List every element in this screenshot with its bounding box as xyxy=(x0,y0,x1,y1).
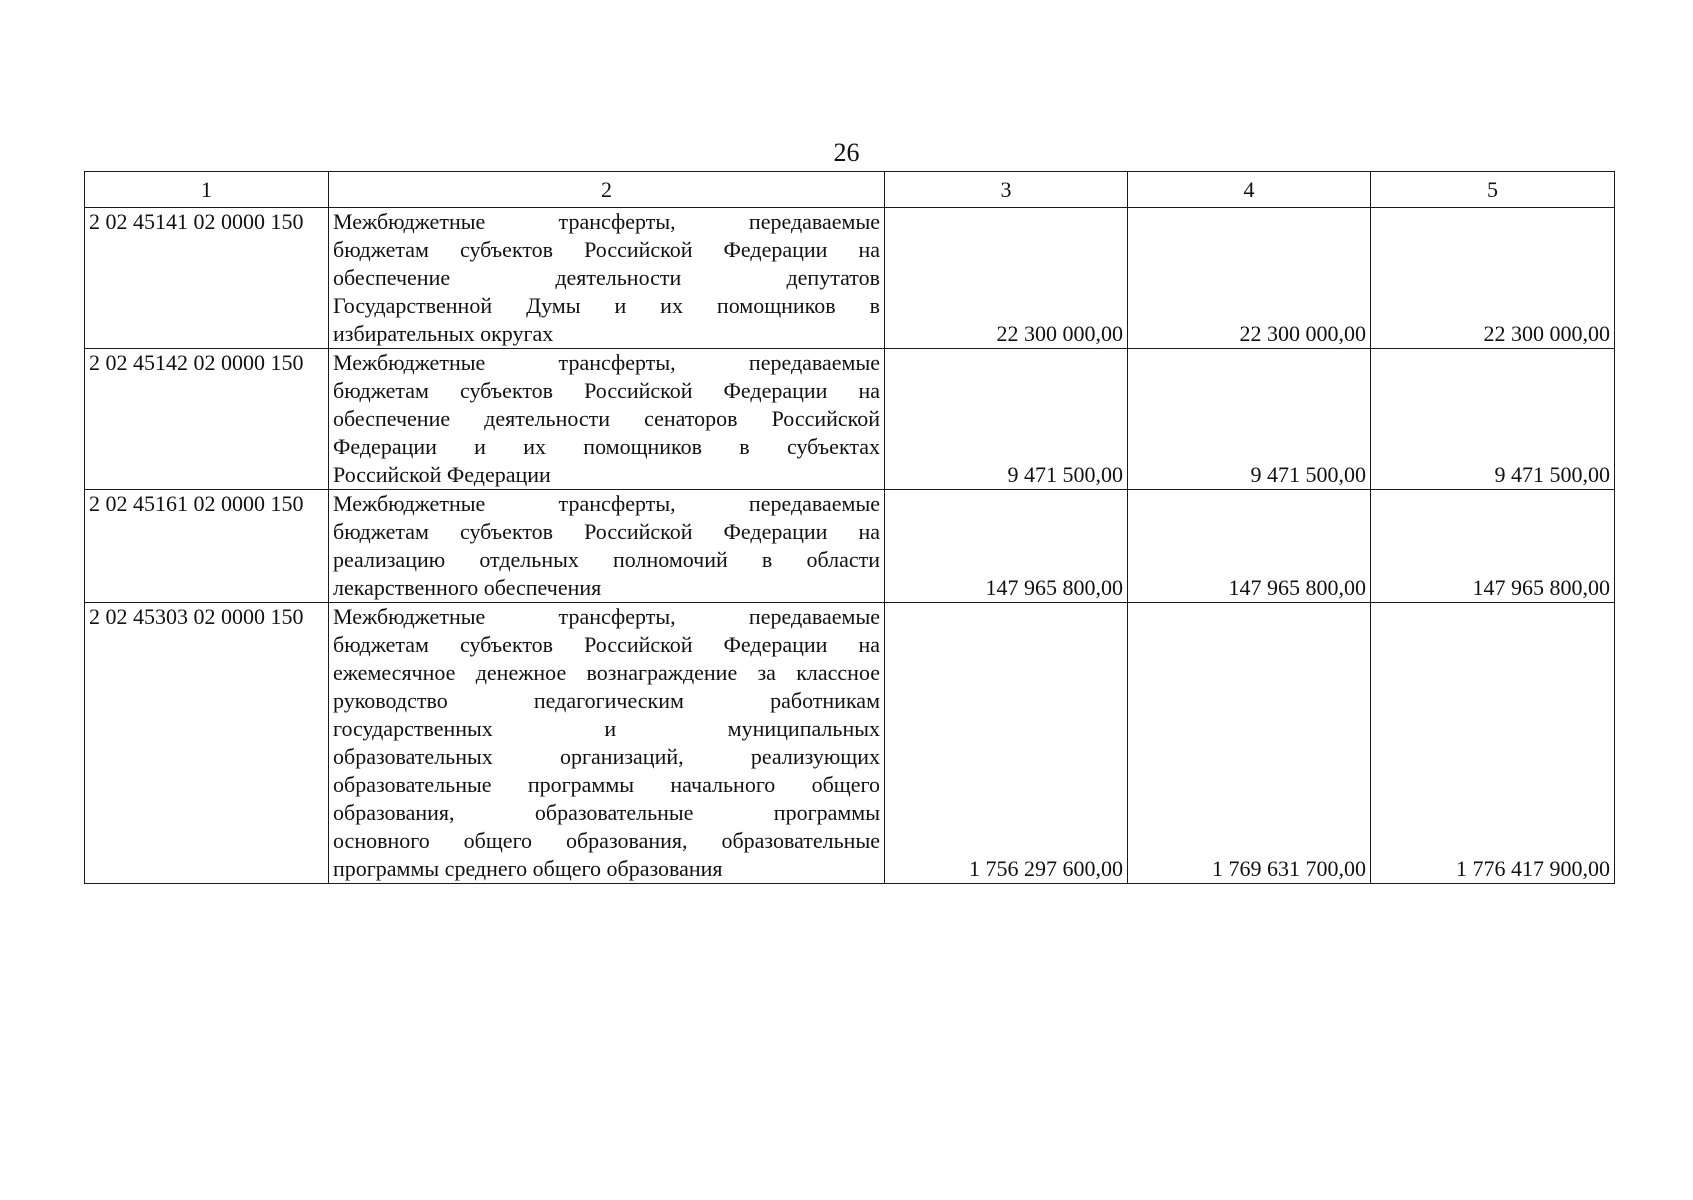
page-number: 26 xyxy=(833,138,860,167)
budget-code-cell: 2 02 45303 02 0000 150 xyxy=(85,603,329,884)
amount-col-3: 22 300 000,00 xyxy=(885,208,1128,349)
description-line: Федерации и их помощников в субъектах xyxy=(333,434,880,459)
table-header-row xyxy=(85,172,1615,208)
header-col-5: 5 xyxy=(1371,172,1615,208)
amount-col-4: 147 965 800,00 xyxy=(1128,490,1371,603)
amount-col-5: 9 471 500,00 xyxy=(1371,349,1615,490)
budget-code-cell: 2 02 45141 02 0000 150 xyxy=(85,208,329,349)
description-line: образования, образовательные программы xyxy=(333,800,880,825)
header-col-2: 2 xyxy=(329,172,885,208)
table-row xyxy=(85,208,1615,349)
description-line-last: избирательных округах xyxy=(333,321,554,346)
description-line: государственных и муниципальных xyxy=(333,716,880,741)
description-line: образовательные программы начального общего xyxy=(333,772,880,797)
description-line: реализацию отдельных полномочий в области xyxy=(333,547,880,572)
description-line: бюджетам субъектов Российской Федерации на xyxy=(333,632,880,657)
amount-col-4: 9 471 500,00 xyxy=(1128,349,1371,490)
amount-col-5: 22 300 000,00 xyxy=(1371,208,1615,349)
description-line: Межбюджетные трансферты, передаваемые xyxy=(333,604,880,629)
description-line: бюджетам субъектов Российской Федерации на xyxy=(333,378,880,403)
description-line: Межбюджетные трансферты, передаваемые xyxy=(333,350,880,375)
description-line: бюджетам субъектов Российской Федерации на xyxy=(333,237,880,262)
amount-col-5: 1 776 417 900,00 xyxy=(1371,603,1615,884)
amount-col-5: 147 965 800,00 xyxy=(1371,490,1615,603)
table-row xyxy=(85,603,1615,884)
description-line: обеспечение деятельности сенаторов Российской xyxy=(333,406,880,431)
description-cell xyxy=(329,208,885,349)
description-line: бюджетам субъектов Российской Федерации на xyxy=(333,519,880,544)
amount-col-3: 147 965 800,00 xyxy=(885,490,1128,603)
budget-code-cell: 2 02 45161 02 0000 150 xyxy=(85,490,329,603)
description-line: ежемесячное денежное вознаграждение за классное xyxy=(333,660,880,685)
description-line-last: лекарственного обеспечения xyxy=(333,575,602,600)
description-cell xyxy=(329,349,885,490)
description-line-last: программы среднего общего образования xyxy=(333,856,723,881)
budget-table xyxy=(84,171,1615,884)
amount-col-4: 1 769 631 700,00 xyxy=(1128,603,1371,884)
amount-col-3: 9 471 500,00 xyxy=(885,349,1128,490)
header-col-4: 4 xyxy=(1128,172,1371,208)
description-line: Межбюджетные трансферты, передаваемые xyxy=(333,491,880,516)
header-col-3: 3 xyxy=(885,172,1128,208)
description-line: Государственной Думы и их помощников в xyxy=(333,293,880,318)
budget-code-cell: 2 02 45142 02 0000 150 xyxy=(85,349,329,490)
description-cell xyxy=(329,603,885,884)
description-line: основного общего образования, образовательные xyxy=(333,828,880,853)
description-line: образовательных организаций, реализующих xyxy=(333,744,880,769)
table-row xyxy=(85,490,1615,603)
description-line-last: Российской Федерации xyxy=(333,462,551,487)
description-line: обеспечение деятельности депутатов xyxy=(333,265,880,290)
table-row xyxy=(85,349,1615,490)
description-line: руководство педагогическим работникам xyxy=(333,688,880,713)
amount-col-3: 1 756 297 600,00 xyxy=(885,603,1128,884)
header-col-1: 1 xyxy=(85,172,329,208)
description-line: Межбюджетные трансферты, передаваемые xyxy=(333,209,880,234)
amount-col-4: 22 300 000,00 xyxy=(1128,208,1371,349)
description-cell xyxy=(329,490,885,603)
